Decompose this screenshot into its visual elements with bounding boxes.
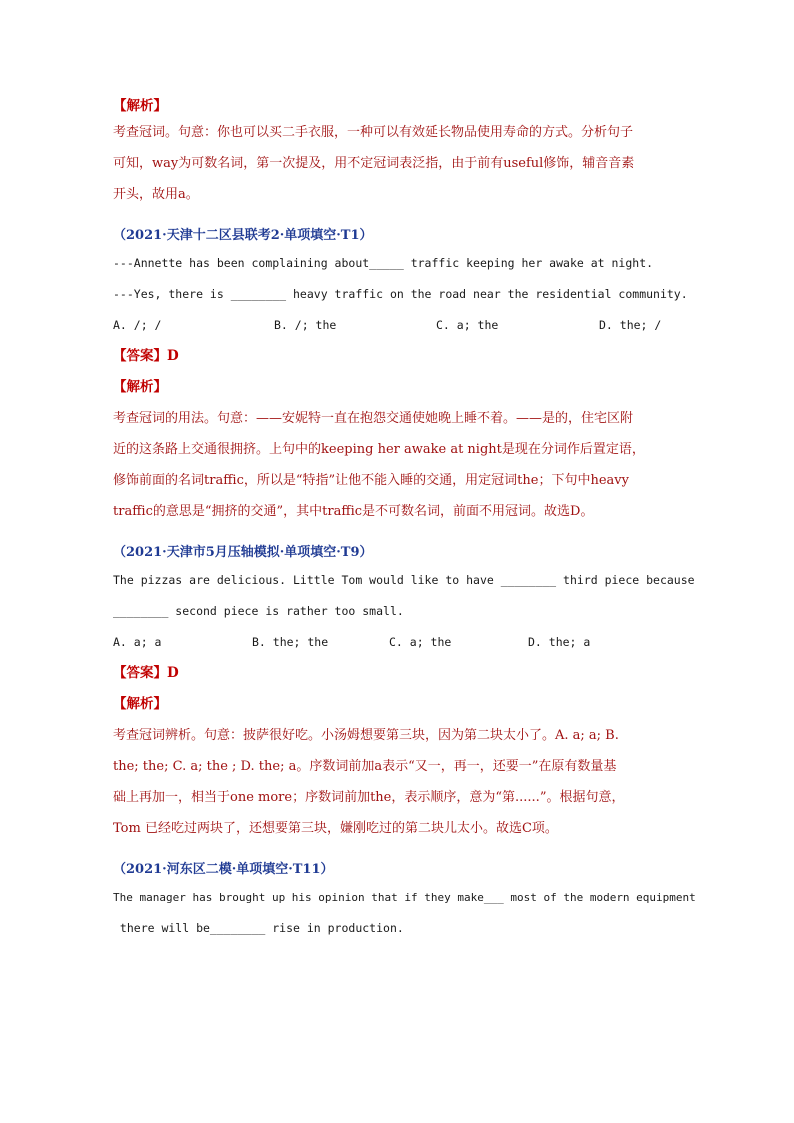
answer-label: 【答案】D [113,348,179,364]
option-c: C. a; the [389,635,452,649]
question-heading: （2021·河东区二模·单项填空·T11） [113,862,334,877]
question-line: The manager has brought up his opinion that if they make___ most of the modern equipment [113,891,696,904]
question-line: there will be________ rise in production. [113,921,404,935]
question-heading: （2021·天津市5月压轴模拟·单项填空·T9） [113,545,373,560]
question-heading: （2021·天津十二区县联考2·单项填空·T1） [113,228,373,243]
question-line: ________ second piece is rather too small. [113,604,404,618]
analysis-text [113,403,683,527]
analysis-line: the; the; C. a; the ; D. the; a。序数词前加a表示“又一，再一，还要一”在原有数量基 [113,759,617,774]
question-line: ---Yes, there is ________ heavy traffic on the road near the residential community. [113,287,688,301]
options-row [113,310,683,341]
option-b: B. the; the [252,635,329,649]
analysis-line: 修饰前面的名词traffic，所以是“特指”让他不能入睡的交通，用定冠词the；下句中heavy [113,473,629,488]
options-row [113,627,683,658]
option-d: D. the; / [599,318,662,332]
question-line: ---Annette has been complaining about_____ traffic keeping her awake at night. [113,256,654,270]
analysis-line: 考查冠词。句意：你也可以买二手衣服，一种可以有效延长物品使用寿命的方式。分析句子 [113,125,634,140]
analysis-line: Tom 已经吃过两块了，还想要第三块，嫌刚吃过的第二块儿太小。故选C项。 [113,821,558,836]
analysis-line: 可知，way为可数名词，第一次提及，用不定冠词表泛指，由于前有useful修饰，辅音音素 [113,156,635,171]
question-line: The pizzas are delicious. Little Tom would like to have ________ third piece because [113,573,695,587]
analysis-line: 近的这条路上交通很拥挤。上句中的keeping her awake at night是现在分词作后置定语， [113,442,645,457]
option-a: A. /; / [113,318,162,332]
analysis-label: 【解析】 [113,696,167,712]
option-a: A. a; a [113,635,162,649]
analysis-text [113,117,683,210]
analysis-line: traffic的意思是“拥挤的交通”，其中traffic是不可数名词，前面不用冠词。故选D。 [113,504,594,519]
analysis-label: 【解析】 [113,379,167,395]
document-page [113,95,696,944]
option-d: D. the; a [528,635,591,649]
option-b: B. /; the [274,318,337,332]
analysis-line: 开头，故用a。 [113,187,199,202]
answer-label: 【答案】D [113,665,179,681]
analysis-text [113,720,683,844]
option-c: C. a; the [436,318,499,332]
analysis-label: 【解析】 [113,98,167,114]
analysis-line: 考查冠词辨析。句意：披萨很好吃。小汤姆想要第三块，因为第二块太小了。A. a; a; B. [113,728,619,743]
analysis-line: 础上再加一，相当于one more；序数词前加the，表示顺序，意为“第......”。根据句意， [113,790,625,805]
analysis-line: 考查冠词的用法。句意：——安妮特一直在抱怨交通使她晚上睡不着。——是的，住宅区附 [113,411,634,426]
